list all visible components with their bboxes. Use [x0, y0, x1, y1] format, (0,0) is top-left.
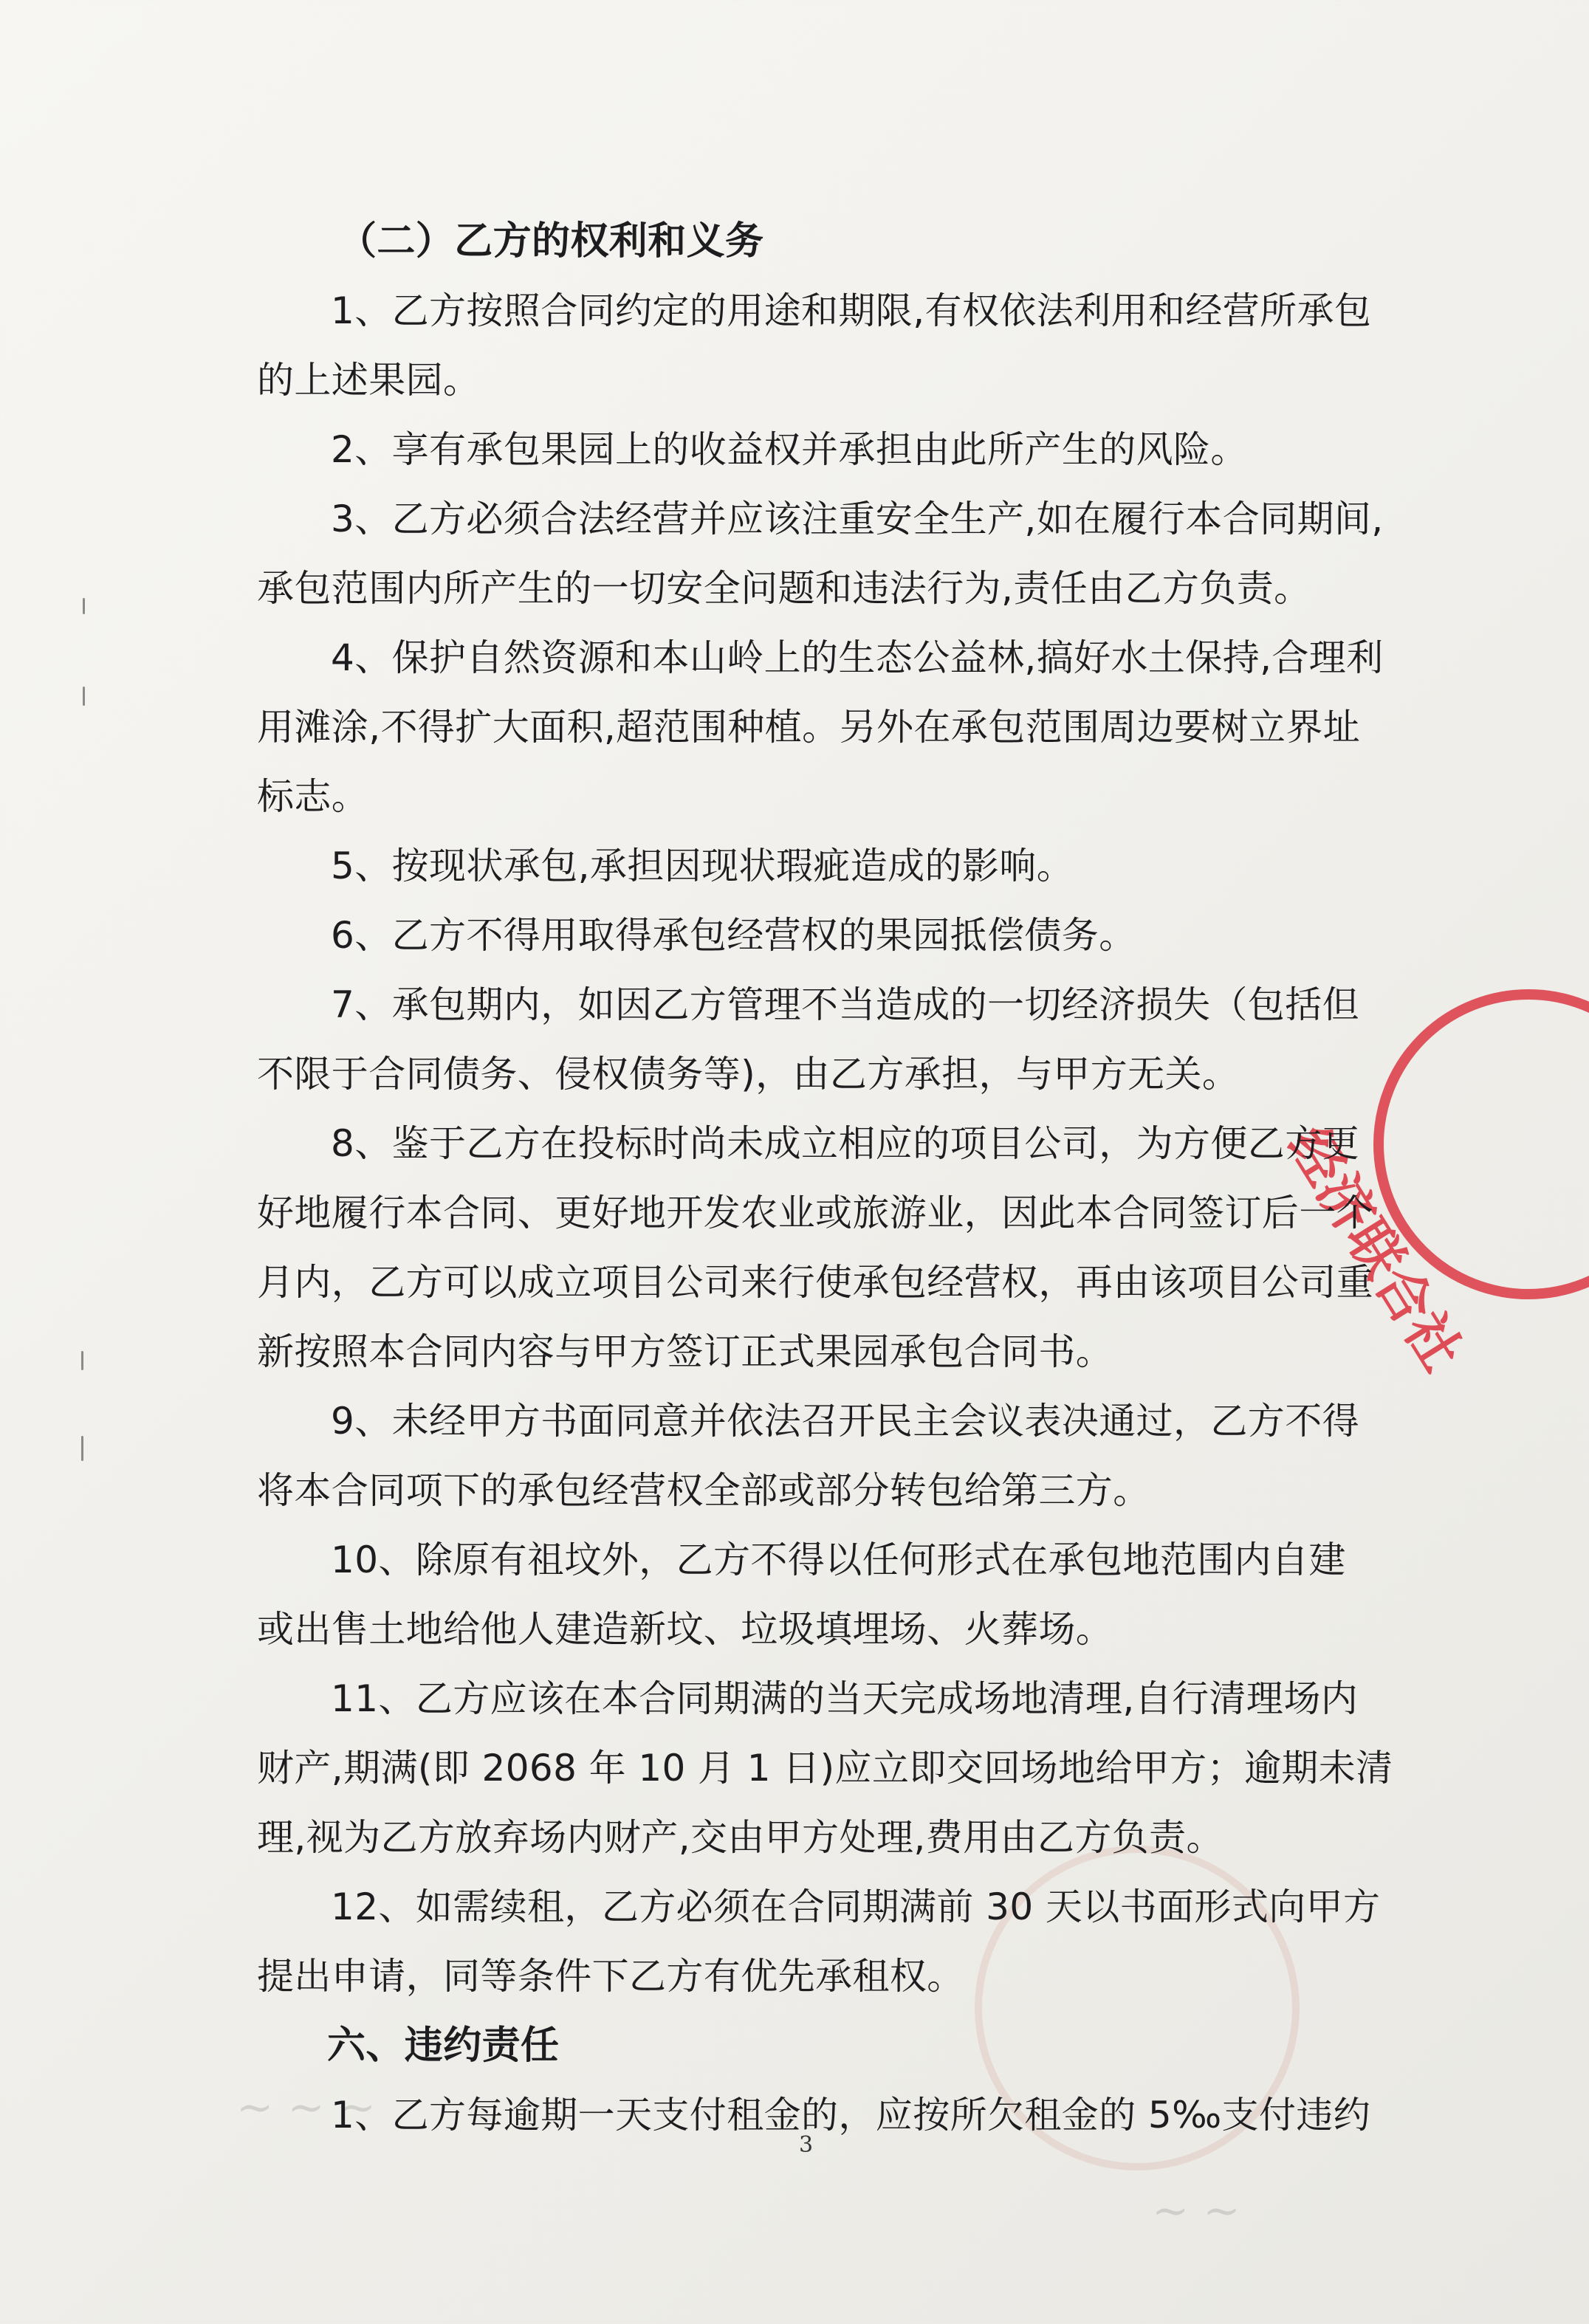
liability-clause-1: 1、乙方每逾期一天支付租金的，应按所欠租金的 5‰支付违约	[331, 2094, 1371, 2136]
clause-8-line-2: 好地履行本合同、更好地开发农业或旅游业，因此本合同签订后一个	[257, 1192, 1373, 1234]
page-number: 3	[799, 2132, 814, 2158]
pencil-mark: ~ ~ ~	[236, 2082, 376, 2134]
clause-12-line-2: 提出申请，同等条件下乙方有优先承租权。	[257, 1955, 964, 1998]
clause-10-line-2: 或出售土地给他人建造新坟、垃圾填埋场、火葬场。	[257, 1608, 1113, 1651]
binding-mark	[83, 687, 85, 706]
clause-11-line-1: 11、乙方应该在本合同期满的当天完成场地清理,自行清理场内	[331, 1677, 1359, 1720]
clause-7-line-1: 7、承包期内，如因乙方管理不当造成的一切经济损失（包括但	[331, 983, 1360, 1026]
clause-5: 5、按现状承包,承担因现状瑕疵造成的影响。	[331, 845, 1074, 887]
clause-11-line-2: 财产,期满(即 2068 年 10 月 1 日)应立即交回场地给甲方；逾期未清	[257, 1747, 1393, 1790]
clause-10-line-1: 10、除原有祖坟外，乙方不得以任何形式在承包地范围内自建	[331, 1539, 1346, 1581]
clause-9-line-2: 将本合同项下的承包经营权全部或部分转包给第三方。	[257, 1469, 1150, 1512]
clause-1-line-2: 的上述果园。	[257, 359, 481, 402]
clause-12-line-1: 12、如需续租，乙方必须在合同期满前 30 天以书面形式向甲方	[331, 1885, 1381, 1928]
pencil-mark: ~ ~	[1152, 2185, 1240, 2237]
clause-3-line-1: 3、乙方必须合法经营并应该注重安全生产,如在履行本合同期间,	[331, 498, 1384, 540]
section-heading-liability: 六、违约责任	[327, 2024, 560, 2068]
section-heading-party-b-rights: （二）乙方的权利和义务	[338, 219, 764, 264]
clause-8-line-1: 8、鉴于乙方在投标时尚未成立相应的项目公司，为方便乙方更	[331, 1122, 1360, 1165]
clause-4-line-1: 4、保护自然资源和本山岭上的生态公益林,搞好水土保持,合理利	[331, 636, 1384, 679]
clause-8-line-3: 月内，乙方可以成立项目公司来行使承包经营权，再由该项目公司重	[257, 1261, 1373, 1304]
clause-4-line-3: 标志。	[257, 775, 369, 818]
binding-mark	[81, 1351, 83, 1370]
red-official-seal	[1275, 989, 1589, 1382]
clause-1-line-1: 1、乙方按照合同约定的用途和期限,有权依法利用和经营所承包	[331, 289, 1372, 332]
clause-9-line-1: 9、未经甲方书面同意并依法召开民主会议表决通过，乙方不得	[331, 1400, 1360, 1443]
binding-mark	[83, 598, 85, 614]
clause-6: 6、乙方不得用取得承包经营权的果园抵偿债务。	[331, 914, 1136, 957]
clause-11-line-3: 理,视为乙方放弃场内财产,交由甲方处理,费用由乙方负责。	[257, 1816, 1224, 1859]
clause-4-line-2: 用滩涂,不得扩大面积,超范围种植。另外在承包范围周边要树立界址	[257, 706, 1361, 749]
clause-2: 2、享有承包果园上的收益权并承担由此所产生的风险。	[331, 428, 1248, 471]
clause-8-line-4: 新按照本合同内容与甲方签订正式果园承包合同书。	[257, 1330, 1113, 1373]
clause-7-line-2: 不限于合同债务、侵权债务等)，由乙方承担，与甲方无关。	[257, 1053, 1240, 1096]
binding-mark	[81, 1436, 83, 1461]
seal-text: 经济联合社	[1275, 1116, 1475, 1382]
clause-3-line-2: 承包范围内所产生的一切安全问题和违法行为,责任由乙方负责。	[257, 567, 1311, 610]
